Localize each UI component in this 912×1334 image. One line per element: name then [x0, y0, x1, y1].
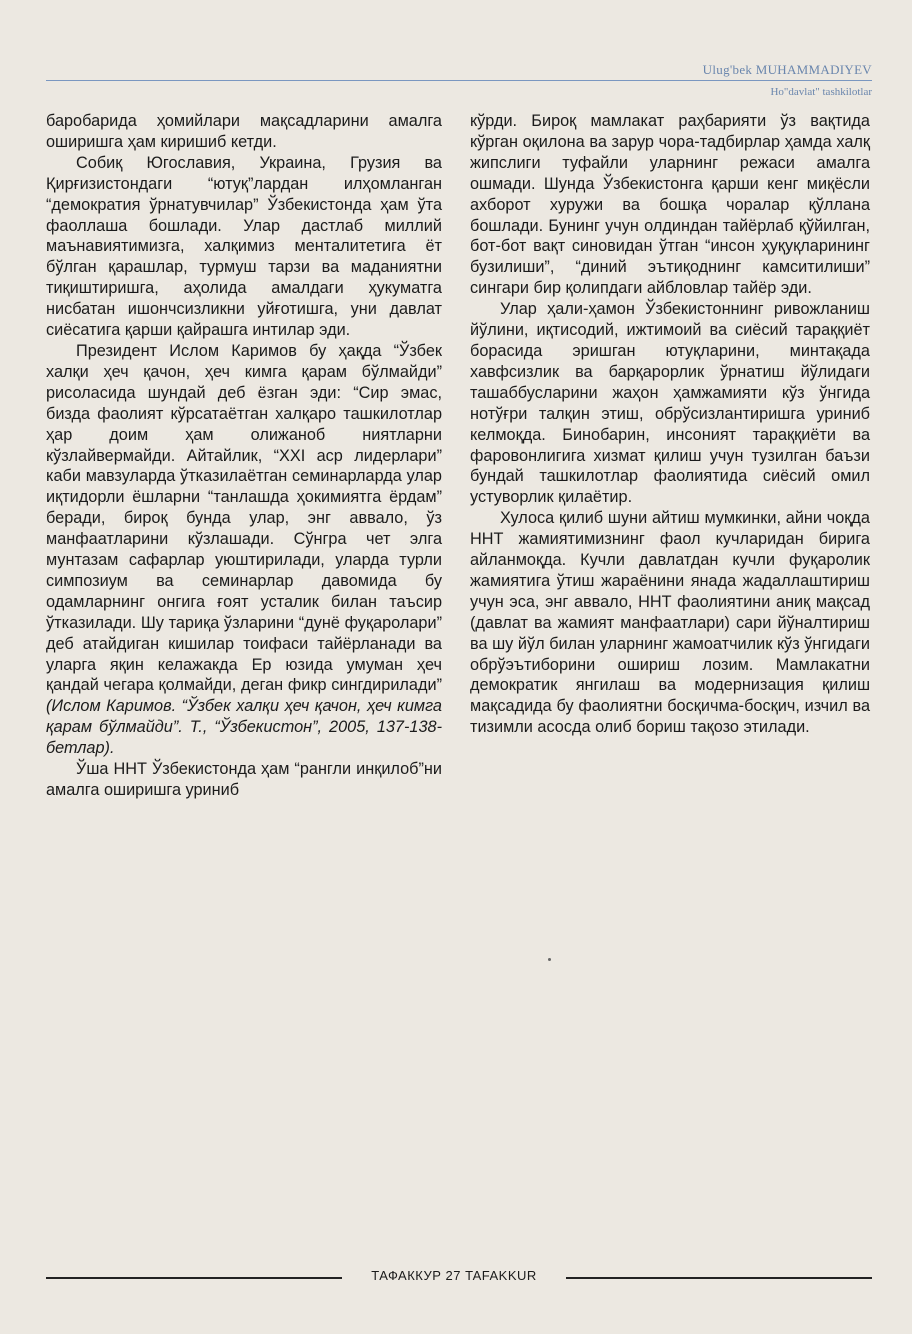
right-paragraph-2 — [470, 299, 870, 508]
header-rule — [46, 80, 872, 81]
page-footer — [46, 1268, 872, 1288]
header-author: Ulug'bek MUHAMMADIYEV — [702, 62, 872, 77]
right-paragraph-1 — [470, 111, 870, 299]
left-paragraph-4-text: Ўша ННТ Ўзбекистонда ҳам “рангли инқилоб”ни амалга оширишга уриниб — [46, 760, 442, 799]
quote-citation: (Ислом Каримов. “Ўзбек халқи ҳеч қачон, ҳеч кимга қарам бўлмайди”. Т., “Ўзбекистон”, 2005, 137-138-бетлар). — [46, 697, 442, 758]
right-paragraph-2-text: Улар ҳали-ҳамон Ўзбекистоннинг ривожланиш йўлини, иқтисодий, ижтимоий ва сиёсий тараққиёт борасида эришган ютуқларини, минтақада хавфсизлик ва барқарорлик ўрнатиш йўлидаги ташаббусларини жаҳон ҳамжамияти кўз ўнгида нотўғри талқин этиш, обрўсизлантиришга уриниб келмоқда. Бинобарин, инсоният тараққиёти ва фаровонлигига хизмат қилиш учун тузилган баъзи бундай ташкилотлар фаолиятида сиёсий омил устуворлик қилаётир. — [470, 300, 870, 507]
footer-folio: ТАФАККУР 27 TAFAKKUR — [371, 1268, 537, 1283]
left-paragraph-2-text: Собиқ Югославия, Украина, Грузия ва Қирғизистондаги “ютуқ”лардан илҳомланган “демократия ўрнатувчилар” Ўзбекистонда ҳам ўта фаоллаша бошлади. Улар дастлаб миллий маънавиятимизга, халқимиз менталитетига ёт бўлган қарашлар, турмуш тарзи ва маданиятни тиқиштиришга, аҳолида амалдаги ҳукуматга нисбатан ишончсизликни уйғотишга, уни давлат сиёсатига қарши қайрашга интилар эди. — [46, 153, 442, 340]
left-paragraph-4 — [46, 759, 442, 801]
left-column — [46, 111, 442, 801]
right-paragraph-3 — [470, 508, 870, 738]
left-paragraph-1 — [46, 111, 442, 153]
left-paragraph-2 — [46, 153, 442, 341]
left-paragraph-1-text: баробарида ҳомийлари мақсадларини амалга оширишга ҳам киришиб кетди. — [46, 112, 442, 151]
right-paragraph-3-text: Хулоса қилиб шуни айтиш мумкинки, айни чоқда ННТ жамиятимизнинг фаол кучларидан бирига айланмоқда. Кучли давлатдан кучли фуқаролик жамиятига ўтиш жараёнини янада жадаллаштириш учун эса, энг аввало, ННТ фаолиятини аниқ мақсад (давлат ва жамият манфаатлари) сари йўналтириш ва шу йўл билан уларнинг жамоатчилик кўз ўнгидаги обрўэътиборини ошириш лозим. Мамлакатни демократик янгилаш ва модернизация қилиш мақсадида бу фаолиятни босқичма-босқич, изчил ва тизимли асосда олиб бориш тақозо этилади. — [470, 509, 870, 737]
right-column — [470, 111, 870, 738]
footer-rule-left — [46, 1277, 342, 1279]
print-speck — [548, 958, 551, 961]
footer-rule-right — [566, 1277, 872, 1279]
right-paragraph-1-text: кўрди. Бироқ мамлакат раҳбарияти ўз вақтида кўрган оқилона ва зарур чора-тадбирлар ҳамда халқ жипслиги туфайли уларнинг режаси амалга ошмади. Шунда Ўзбекистонга қарши кенг миқёсли ахборот хуружи ва бошқа чоралар қўллана бошлади. Бунинг учун олдиндан тайёрлаб қўйилган, бот-бот вақт синовидан ўтган “инсон ҳуқуқларининг бузилиши”, “диний эътиқоднинг камситилиши” сингари бир қолипдаги айбловлар тайёр эди. — [470, 112, 870, 298]
left-paragraph-3 — [46, 341, 442, 759]
header-section: Ho"davlat" tashkilotlar — [770, 86, 872, 98]
left-paragraph-3-text: Президент Ислом Каримов бу ҳақда “Ўзбек халқи ҳеч қачон, ҳеч кимга қарам бўлмайди” рисоласида шундай деб ёзган эди: “Сир эмас, бизда фаолият кўрсатаётган халқаро ташкилотлар ҳар доим ҳам олижаноб ниятларни кўзлайвермайди. Айтайлик, “XXI аср лидерлари” каби мавзуларда ўтказилаётган семинарларда улар иқтидорли ёшларни “танлашда ҳокимиятга ёрдам” беради, бироқ бунда улар, энг аввало, ўз манфаатларини кўзлашади. Сўнгра чет элга мунтазам сафарлар уюштирилади, уларда турли симпозиум ва семинарлар давомида бу одамларнинг онгига ғоят усталик билан таъсир ўтказилади. Шу тариқа ўзларини “дунё фуқаролари” деб атайдиган кишилар тоифаси тайёрланади ва уларга яқин келажакда Ер юзида умуман ҳеч қандай чегара қолмайди, деган фикр сингдирилади” — [46, 341, 442, 695]
